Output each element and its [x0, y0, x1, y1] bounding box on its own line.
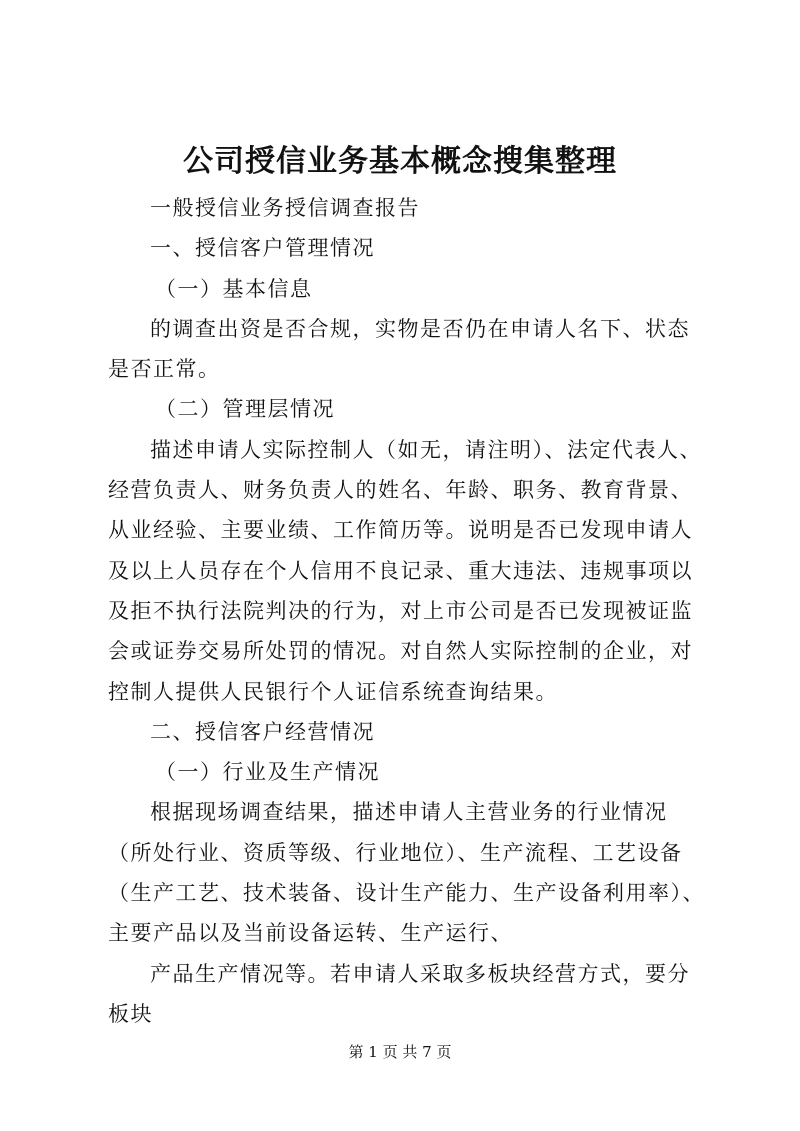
document-title: 公司授信业务基本概念搜集整理	[183, 144, 617, 179]
paragraph-investment-check: 的调查出资是否合规，实物是否仍在申请人名下、状态是否正常。	[108, 316, 690, 382]
section-heading-2: 二、授信客户经营情况	[150, 719, 375, 744]
subsection-heading-basic-info: （一）基本信息	[155, 276, 313, 301]
subsection-heading-management: （二）管理层情况	[155, 397, 335, 422]
report-type-line: 一般授信业务授信调查报告	[150, 196, 420, 220]
document-body	[108, 188, 708, 1034]
page-number-footer: 第 1 页 共 7 页	[348, 1043, 452, 1061]
paragraph-industry-description: 根据现场调查结果，描述申请人主营业务的行业情况（所处行业、资质等级、行业地位）、生产流程、工艺设备（生产工艺、技术装备、设计生产能力、生产设备利用率）、主要产品以及当前设备运转、生产运行、	[108, 800, 705, 946]
section-heading-1: 一、授信客户管理情况	[150, 236, 375, 261]
paragraph-product-production: 产品生产情况等。若申请人采取多板块经营方式，要分板块	[108, 961, 690, 1026]
paragraph-management-description: 描述申请人实际控制人（如无，请注明）、法定代表人、经营负责人、财务负责人的姓名、年龄、职务、教育背景、从业经验、主要业绩、工作简历等。说明是否已发现申请人及以上人员存在个人信用不良记录、重大违法、违规事项以及拒不执行法院判决的行为，对上市公司是否已发现被证监会或证券交易所处罚的情况。对自然人实际控制的企业，对控制人提供人民银行个人证信系统查询结果。	[108, 437, 702, 704]
subsection-heading-industry: （一）行业及生产情况	[155, 760, 380, 785]
